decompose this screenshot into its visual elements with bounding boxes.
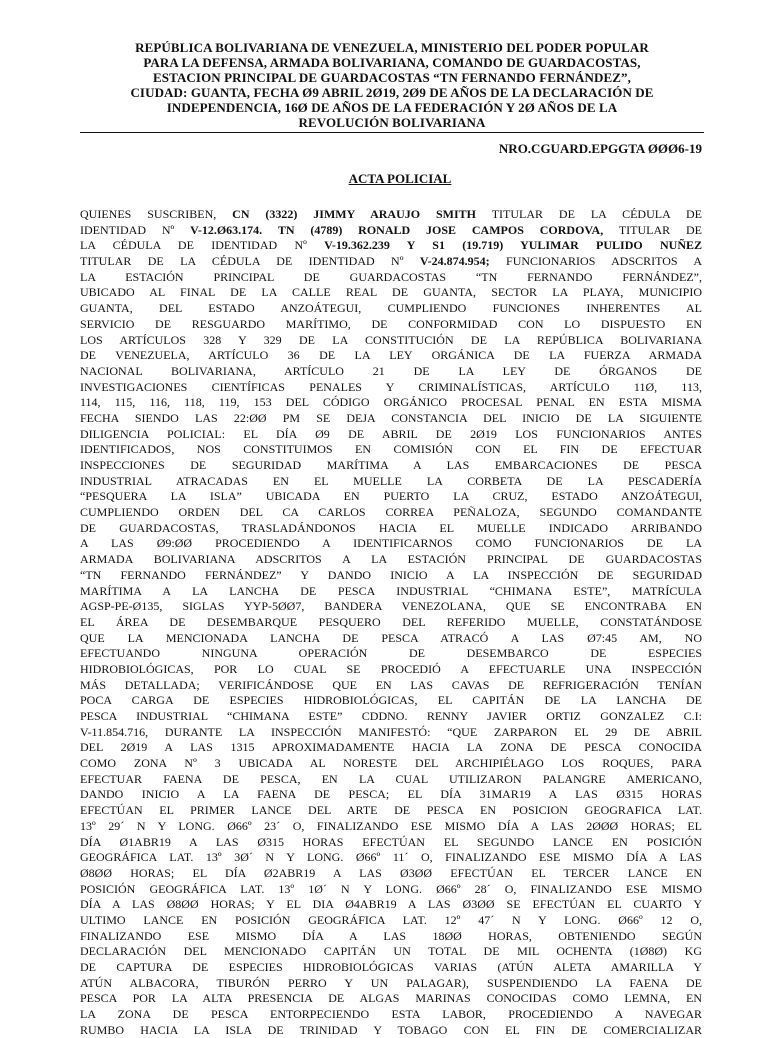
- bold-text-run: V-24.874.954;: [419, 254, 490, 269]
- body-line: “PESQUERA LA ISLA” UBICADA EN PUERTO LA CRUZ, ESTADO ANZOÁTEGUI,: [80, 489, 702, 504]
- body-line: DEL 2Ø19 A LAS 1315 APROXIMADAMENTE HACIA LA ZONA DE PESCA CONOCIDA: [80, 740, 702, 755]
- body-line: V-11.854.716, DURANTE LA INSPECCIÓN MANIFESTÓ: “QUE ZARPARON EL 29 DE ABRIL: [80, 724, 702, 739]
- body-line: CUMPLIENDO ORDEN DEL CA CARLOS CORREA PEÑALOZA, SEGUNDO COMANDANTE: [80, 505, 702, 520]
- body-line: MÁS DETALLADA; VERIFICÁNDOSE QUE EN LAS CAVAS DE REFRIGERACIÓN TENÍAN: [80, 677, 702, 692]
- text-run: TITULAR DE LA CÉDULA DE: [476, 207, 702, 221]
- body-line: INDUSTRIAL ATRACADAS EN EL MUELLE LA CORBETA DE LA PESCADERÍA: [80, 473, 702, 488]
- reference-number: NRO.CGUARD.EPGGTA ØØØ6-19: [498, 141, 702, 156]
- body-line: POCA CARGA DE ESPECIES HIDROBIOLÓGICAS, EL CAPITÁN DE LA LANCHA DE: [80, 693, 702, 708]
- body-line: ULTIMO LANCE EN POSICIÓN GEOGRÁFICA LAT. 12º 47´ N Y LONG. Ø66º 12 O,: [80, 912, 702, 927]
- body-line: HIDROBIOLÓGICAS, POR LO CUAL SE PROCEDIÓ A EFECTUARLE UNA INSPECCIÓN: [80, 661, 702, 676]
- body-line: INSPECCIONES DE SEGURIDAD MARÍTIMA A LAS EMBARCACIONES DE PESCA: [80, 458, 702, 472]
- body-line: [80, 223, 702, 239]
- document-title-text: ACTA POLICIAL: [348, 171, 452, 186]
- header-line: ESTACION PRINCIPAL DE GUARDACOSTAS “TN FERNANDO FERNÁNDEZ”,: [153, 70, 631, 85]
- text-run: QUIENES SUSCRIBEN,: [80, 207, 233, 221]
- body-line: EL ÁREA DE DESEMBARQUE PESQUERO DEL REFERIDO MUELLE, CONSTATÁNDOSE: [80, 614, 702, 629]
- body-line: “TN FERNANDO FERNÁNDEZ” Y DANDO INICIO A LA INSPECCIÓN DE SEGURIDAD: [80, 567, 702, 582]
- header-line: REPÚBLICA BOLIVARIANA DE VENEZUELA, MINISTERIO DEL PODER POPULAR: [135, 40, 649, 55]
- body-line: EFECTÚAN EL PRIMER LANCE DEL ARTE DE PESCA EN POSICION GEOGRAFICA LAT.: [80, 803, 702, 818]
- body-line: LOS ARTÍCULOS 328 Y 329 DE LA CONSTITUCIÓN DE LA REPÚBLICA BOLIVARIANA: [80, 332, 702, 347]
- text-run: IDENTIDAD Nº: [80, 222, 191, 237]
- header-line: REVOLUCIÓN BOLIVARIANA: [298, 115, 486, 130]
- body-line: RUMBO HACIA LA ISLA DE TRINIDAD Y TOBAGO CON EL FIN DE COMERCIALIZAR: [80, 1022, 702, 1037]
- body-line: POSICIÓN GEOGRÁFICA LAT. 13º 1Ø´ N Y LONG. Ø66º 28´ O, FINALIZANDO ESE MISMO: [80, 881, 702, 896]
- body-line: DE VENEZUELA, ARTÍCULO 36 DE LA LEY ORGÁNICA DE LA FUERZA ARMADA: [80, 348, 702, 363]
- body-line: LA ZONA DE PESCA ENTORPECIENDO ESTA LABOR, PROCEDIENDO A NAVEGAR: [80, 1007, 702, 1022]
- bold-text-run: CN (3322) JIMMY ARAUJO SMITH: [232, 207, 477, 221]
- header-line: INDEPENDENCIA, 16Ø DE AÑOS DE LA FEDERACIÓN Y 2Ø AÑOS DE LA: [166, 100, 618, 115]
- bold-text-run: V-19.362.239 Y S1 (19.719) YULIMAR PULIDO NUÑEZ: [324, 238, 702, 253]
- body-line: EFECTUAR FAENA DE PESCA, EN LA CUAL UTILIZARON PALANGRE AMERICANO,: [80, 771, 702, 786]
- header-line: PARA LA DEFENSA, ARMADA BOLIVARIANA, COMANDO DE GUARDACOSTAS,: [143, 55, 641, 70]
- body-line: UBICADO AL FINAL DE LA CALLE REAL DE GUANTA, SECTOR LA PLAYA, MUNICIPIO: [80, 285, 702, 300]
- bold-text-run: V-12.Ø63.174. TN (4789) RONALD JOSE CAMPOS CORDOVA,: [190, 222, 604, 237]
- header-line: CIUDAD: GUANTA, FECHA Ø9 ABRIL 2Ø19, 2Ø9 DE AÑOS DE LA DECLARACIÓN DE: [130, 85, 654, 100]
- body-line: SERVICIO DE RESGUARDO MARÍTIMO, DE CONFORMIDAD CON LO DISPUESTO EN: [80, 316, 702, 331]
- body-line: DÍA Ø1ABR19 A LAS Ø315 HORAS EFECTÚAN EL SEGUNDO LANCE EN POSICIÓN: [80, 834, 702, 849]
- body-line: LA ESTACIÓN PRINCIPAL DE GUARDACOSTAS “TN FERNANDO FERNÁNDEZ”,: [80, 269, 702, 284]
- body-line: 13º 29´ N Y LONG. Ø66º 23´ O, FINALIZANDO ESE MISMO DÍA A LAS 2ØØØ HORAS; EL: [80, 818, 702, 833]
- body-line: MARÍTIMA A LA LANCHA DE PESCA INDUSTRIAL “CHIMANA ESTE”, MATRÍCULA: [80, 583, 702, 598]
- body-line: GEOGRÁFICA LAT. 13º 3Ø´ N Y LONG. Ø66º 11´ O, FINALIZANDO ESE MISMO DÍA A LAS: [80, 850, 702, 865]
- body-line: DILIGENCIA POLICIAL: EL DÍA Ø9 DE ABRIL DE 2Ø19 LOS FUNCIONARIOS ANTES: [80, 426, 702, 441]
- body-line: GUANTA, DEL ESTADO ANZOÁTEGUI, CUMPLIENDO FUNCIONES INHERENTES AL: [80, 301, 702, 316]
- body-line: PESCA POR LA ALTA PRESENCIA DE ALGAS MARINAS CONOCIDAS COMO LEMNA, EN: [80, 991, 702, 1006]
- body-line: DANDO INICIO A LA FAENA DE PESCA; EL DÍA 31MAR19 A LAS Ø315 HORAS: [80, 787, 702, 802]
- body-line: DECLARACIÓN DEL MENCIONADO CAPITÁN UN TOTAL DE MIL OCHENTA (1Ø8Ø) KG: [80, 944, 702, 959]
- body-line: A LAS Ø9:ØØ PROCEDIENDO A IDENTIFICARNOS COMO FUNCIONARIOS DE LA: [80, 536, 702, 551]
- body-line: INVESTIGACIONES CIENTÍFICAS PENALES Y CRIMINALÍSTICAS, ARTÍCULO 11Ø, 113,: [80, 379, 702, 394]
- text-run: FUNCIONARIOS ADSCRITOS A: [489, 254, 702, 269]
- body-line: IDENTIFICADOS, NOS CONSTITUIMOS EN COMISIÓN CON EL FIN DE EFECTUAR: [80, 442, 702, 457]
- body-line: ARMADA BOLIVARIANA ADSCRITOS A LA ESTACIÓN PRINCIPAL DE GUARDACOSTAS: [80, 552, 702, 567]
- document-header: [80, 40, 704, 133]
- body-line: AGSP-PE-Ø135, SIGLAS YYP-5ØØ7, BANDERA VENEZOLANA, QUE SE ENCONTRABA EN: [80, 599, 702, 614]
- body-line: FECHA SIENDO LAS 22:ØØ PM SE DEJA CONSTANCIA DEL INICIO DE LA SIGUIENTE: [80, 410, 702, 425]
- body-line: ATÚN ALBACORA, TIBURÓN PERRO Y UN PALAGAR), SUSPENDIENDO LA FAENA DE: [80, 975, 702, 990]
- body-line: DE GUARDACOSTAS, TRASLADÁNDONOS HACIA EL MUELLE INDICADO ARRIBANDO: [80, 520, 702, 535]
- body-line: FINALIZANDO ESE MISMO DÍA A LAS 18ØØ HORAS, OBTENIENDO SEGÚN: [80, 928, 702, 943]
- text-run: LA CÉDULA DE IDENTIDAD Nº: [80, 238, 325, 253]
- body-line: COMO ZONA Nº 3 UBICADA AL NORESTE DEL ARCHIPIÉLAGO LOS ROQUES, PARA: [80, 756, 702, 771]
- body-line: EFECTUANDO NINGUNA OPERACIÓN DE DESEMBARCO DE ESPECIES: [80, 646, 702, 661]
- document-body: [80, 207, 702, 1038]
- text-run: TITULAR DE LA CÉDULA DE IDENTIDAD Nº: [80, 254, 420, 269]
- body-line: NACIONAL BOLIVARIANA, ARTÍCULO 21 DE LA LEY DE ÓRGANOS DE: [80, 363, 702, 378]
- body-line: Ø8ØØ HORAS; EL DÍA Ø2ABR19 A LAS Ø3ØØ EFECTÚAN EL TERCER LANCE EN: [80, 865, 702, 880]
- body-line: DE CAPTURA DE ESPECIES HIDROBIOLÓGICAS VARIAS (ATÚN ALETA AMARILLA Y: [80, 960, 702, 974]
- text-run: TITULAR DE: [603, 222, 702, 237]
- body-line: DÍA A LAS Ø8ØØ HORAS; Y EL DIA Ø4ABR19 A LAS Ø3ØØ SE EFECTÚAN EL CUARTO Y: [80, 897, 702, 912]
- body-line: PESCA INDUSTRIAL “CHIMANA ESTE” CDDNO. RENNY JAVIER ORTIZ GONZALEZ C.I:: [80, 709, 702, 723]
- body-line: [80, 254, 702, 270]
- body-line: [80, 238, 702, 254]
- body-line: 114, 115, 116, 118, 119, 153 DEL CÓDIGO ORGÁNICO PROCESAL PENAL EN ESTA MISMA: [80, 395, 702, 410]
- body-line: QUE LA MENCIONADA LANCHA DE PESCA ATRACÓ A LAS Ø7:45 AM, NO: [80, 630, 702, 645]
- document-title: [98, 171, 702, 187]
- body-line: [80, 207, 702, 223]
